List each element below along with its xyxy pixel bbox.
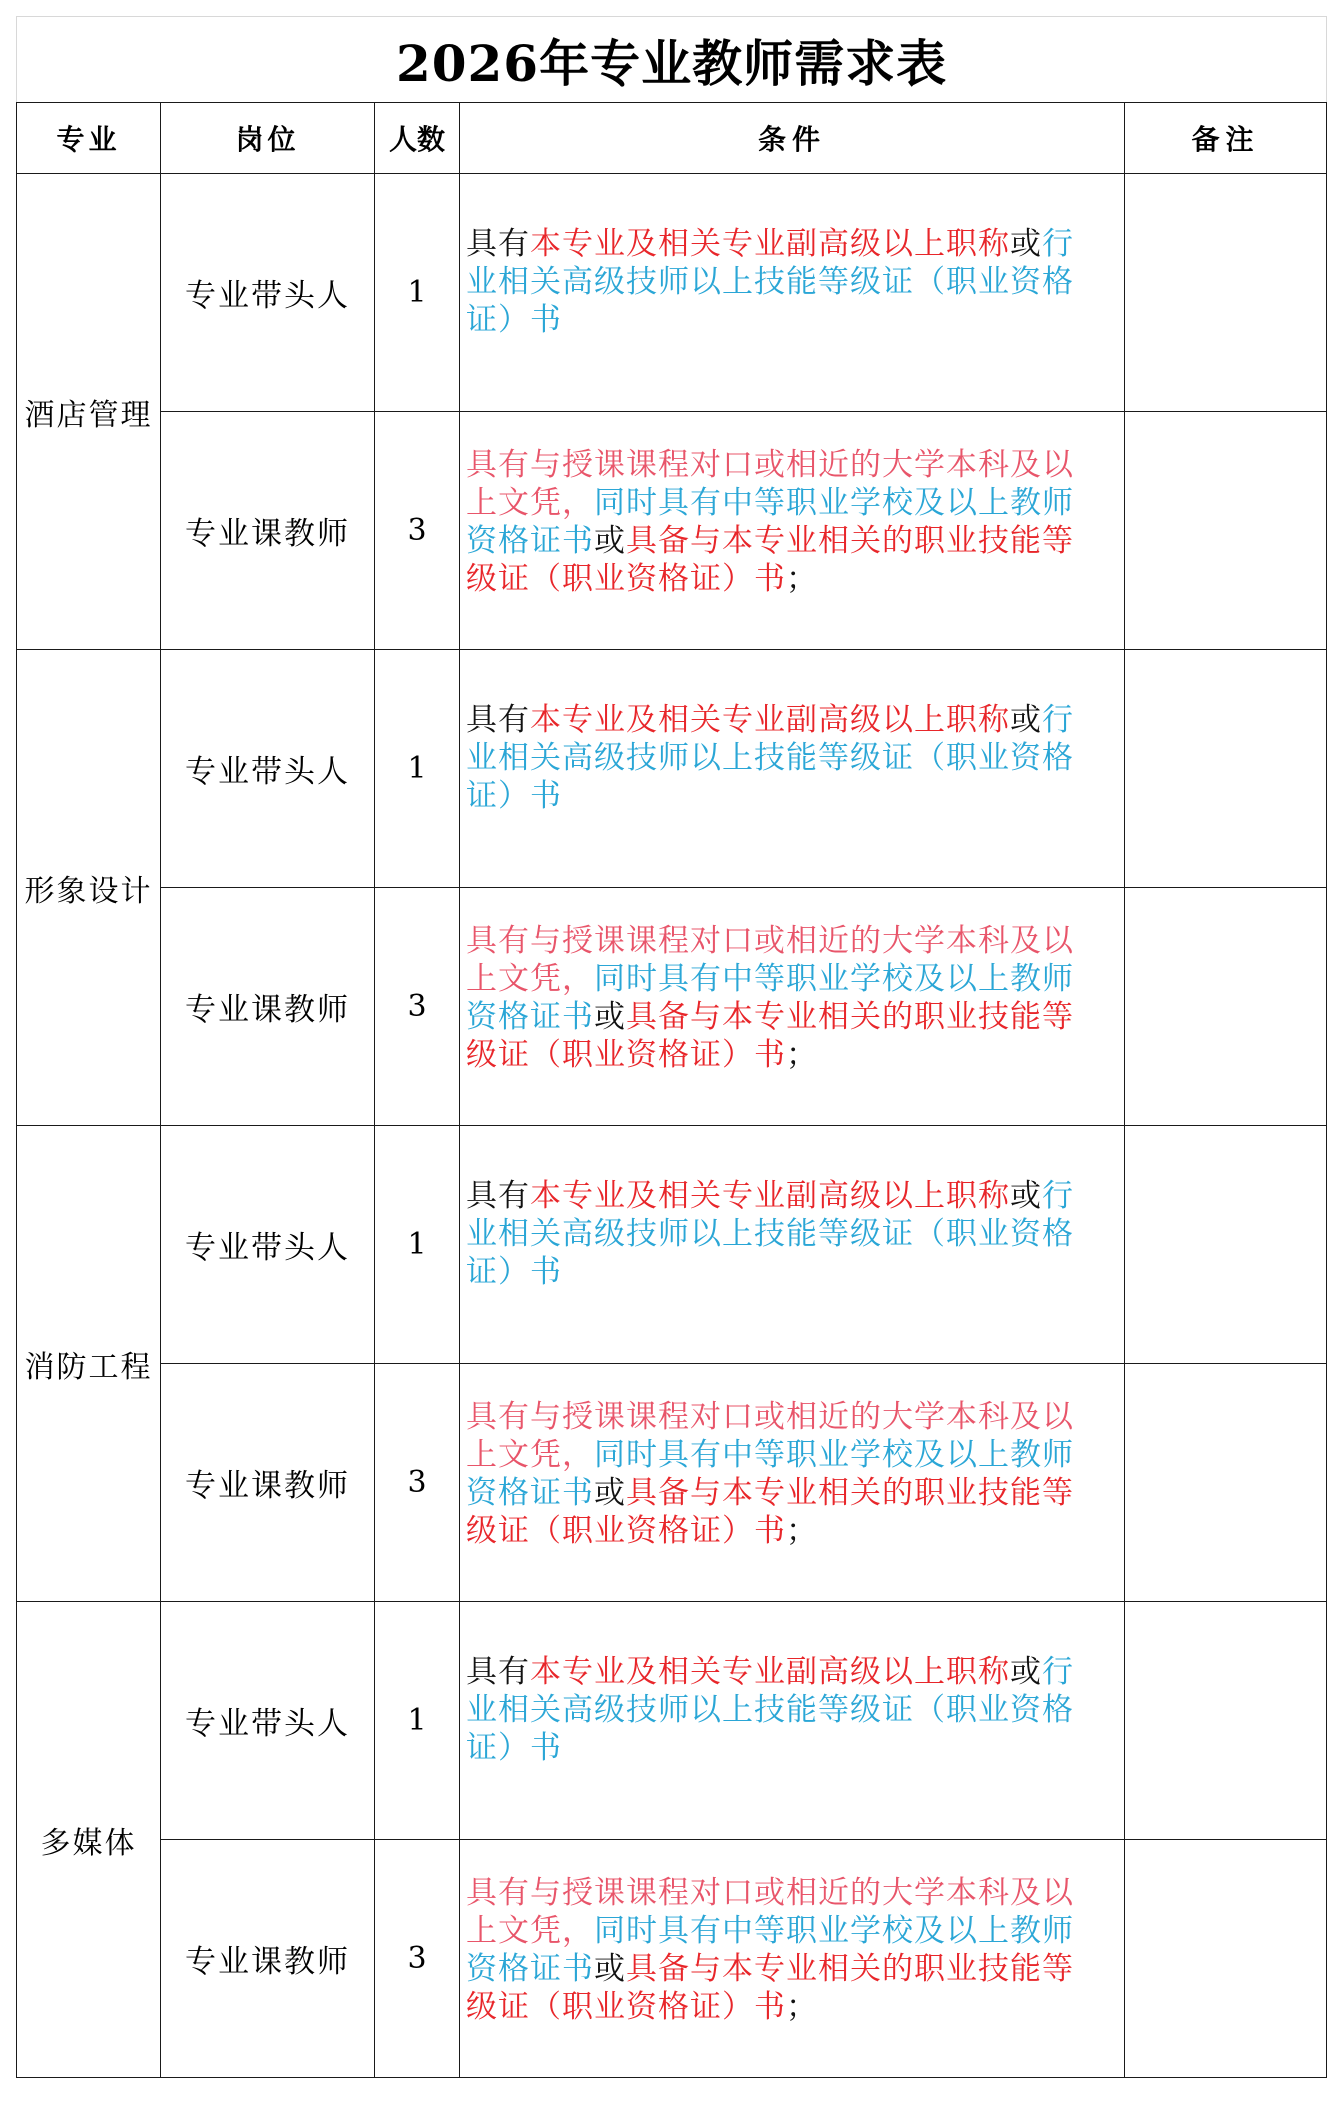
header-row	[17, 103, 1327, 174]
condition-text	[460, 1126, 1125, 1364]
remark-cell	[1125, 174, 1327, 412]
condition-segment: 本专业及相关专业副高级以上职称	[530, 1177, 1010, 1214]
position-count: 3	[375, 1840, 460, 2078]
condition-text	[460, 1602, 1125, 1840]
condition-text	[460, 650, 1125, 888]
requirements-table	[16, 16, 1327, 2078]
position-count: 1	[375, 1602, 460, 1840]
remark-cell	[1125, 888, 1327, 1126]
condition-segment: 或	[1010, 225, 1042, 262]
condition-segment: ；	[786, 560, 818, 597]
condition-text	[460, 412, 1125, 650]
position-name: 专业带头人	[161, 174, 375, 412]
condition-segment: 行业相关高级技师以上技能等级证（职业资格证）书	[466, 701, 1074, 814]
major-name: 消防工程	[17, 1126, 161, 1602]
position-name: 专业带头人	[161, 1126, 375, 1364]
condition-segment: 同时具有中等职业学校及以上教师资格证书	[466, 484, 1074, 559]
table-row	[17, 1602, 1327, 1840]
condition-segment: 或	[594, 998, 626, 1035]
condition-segment: 具有	[466, 701, 530, 738]
condition-segment: 具有与授课课程对口或相近的大学本科及以上文凭，	[466, 922, 1074, 997]
condition-text	[460, 174, 1125, 412]
position-name: 专业带头人	[161, 650, 375, 888]
requirements-sheet	[16, 16, 1326, 2096]
condition-text	[460, 1364, 1125, 1602]
position-count: 3	[375, 412, 460, 650]
condition-segment: 具备与本专业相关的职业技能等级证（职业资格证）书	[466, 1950, 1074, 2025]
condition-segment: 具有与授课课程对口或相近的大学本科及以上文凭，	[466, 446, 1074, 521]
column-header-remark: 备注	[1125, 103, 1327, 174]
remark-cell	[1125, 1840, 1327, 2078]
table-row	[17, 174, 1327, 412]
column-header-count: 人数	[375, 103, 460, 174]
position-name: 专业课教师	[161, 412, 375, 650]
remark-cell	[1125, 650, 1327, 888]
position-name: 专业课教师	[161, 1840, 375, 2078]
condition-segment: ；	[786, 1512, 818, 1549]
condition-segment: 或	[1010, 701, 1042, 738]
position-name: 专业课教师	[161, 1364, 375, 1602]
position-count: 1	[375, 174, 460, 412]
position-name: 专业课教师	[161, 888, 375, 1126]
condition-segment: ；	[786, 1036, 818, 1073]
page-title: 2026年专业教师需求表	[17, 17, 1327, 103]
condition-segment: 本专业及相关专业副高级以上职称	[530, 701, 1010, 738]
remark-cell	[1125, 412, 1327, 650]
major-name: 多媒体	[17, 1602, 161, 2078]
table-row	[17, 650, 1327, 888]
table-row	[17, 888, 1327, 1126]
major-name: 形象设计	[17, 650, 161, 1126]
condition-segment: 具备与本专业相关的职业技能等级证（职业资格证）书	[466, 522, 1074, 597]
condition-segment: 或	[594, 1474, 626, 1511]
table-row	[17, 1840, 1327, 2078]
column-header-condition: 条件	[460, 103, 1125, 174]
remark-cell	[1125, 1602, 1327, 1840]
condition-text	[460, 888, 1125, 1126]
table-row	[17, 1126, 1327, 1364]
position-count: 1	[375, 650, 460, 888]
condition-segment: 行业相关高级技师以上技能等级证（职业资格证）书	[466, 1653, 1074, 1766]
condition-segment: 同时具有中等职业学校及以上教师资格证书	[466, 1436, 1074, 1511]
position-count: 1	[375, 1126, 460, 1364]
condition-segment: ；	[786, 1988, 818, 2025]
column-header-position: 岗位	[161, 103, 375, 174]
condition-segment: 或	[1010, 1653, 1042, 1690]
condition-text	[460, 1840, 1125, 2078]
condition-segment: 具有与授课课程对口或相近的大学本科及以上文凭，	[466, 1398, 1074, 1473]
table-row	[17, 412, 1327, 650]
condition-segment: 行业相关高级技师以上技能等级证（职业资格证）书	[466, 1177, 1074, 1290]
condition-segment: 具有与授课课程对口或相近的大学本科及以上文凭，	[466, 1874, 1074, 1949]
column-header-major: 专业	[17, 103, 161, 174]
condition-segment: 具备与本专业相关的职业技能等级证（职业资格证）书	[466, 998, 1074, 1073]
condition-segment: 或	[594, 1950, 626, 1987]
condition-segment: 具有	[466, 225, 530, 262]
position-name: 专业带头人	[161, 1602, 375, 1840]
condition-segment: 同时具有中等职业学校及以上教师资格证书	[466, 960, 1074, 1035]
condition-segment: 具有	[466, 1177, 530, 1214]
major-name: 酒店管理	[17, 174, 161, 650]
position-count: 3	[375, 1364, 460, 1602]
condition-segment: 本专业及相关专业副高级以上职称	[530, 225, 1010, 262]
condition-segment: 具有	[466, 1653, 530, 1690]
position-count: 3	[375, 888, 460, 1126]
condition-segment: 行业相关高级技师以上技能等级证（职业资格证）书	[466, 225, 1074, 338]
condition-segment: 或	[1010, 1177, 1042, 1214]
title-row	[17, 17, 1327, 103]
condition-segment: 或	[594, 522, 626, 559]
condition-segment: 具备与本专业相关的职业技能等级证（职业资格证）书	[466, 1474, 1074, 1549]
condition-segment: 同时具有中等职业学校及以上教师资格证书	[466, 1912, 1074, 1987]
remark-cell	[1125, 1126, 1327, 1364]
condition-segment: 本专业及相关专业副高级以上职称	[530, 1653, 1010, 1690]
remark-cell	[1125, 1364, 1327, 1602]
table-row	[17, 1364, 1327, 1602]
